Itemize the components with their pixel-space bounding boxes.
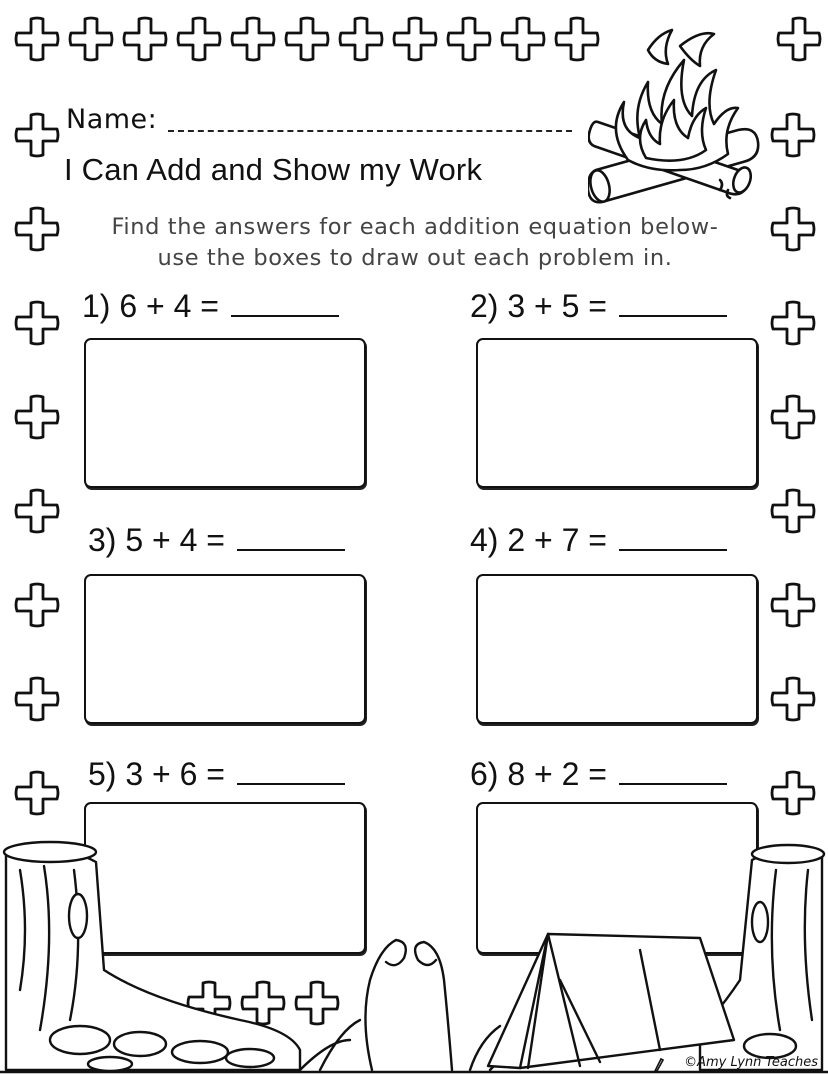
plus-icon bbox=[446, 16, 492, 62]
plus-icon bbox=[770, 394, 816, 440]
problem-4-equation: 4) 2 + 7 = bbox=[470, 522, 607, 558]
campfire-icon bbox=[588, 20, 768, 205]
name-label: Name: bbox=[66, 104, 158, 135]
plus-icon bbox=[500, 16, 546, 62]
plus-icon bbox=[14, 394, 60, 440]
camping-scene bbox=[0, 830, 828, 1074]
plus-icon bbox=[770, 582, 816, 628]
problem-4 bbox=[470, 522, 727, 559]
plus-icon bbox=[176, 16, 222, 62]
pencil-icon bbox=[652, 1056, 664, 1072]
plus-icon bbox=[776, 16, 822, 62]
plus-icon bbox=[392, 16, 438, 62]
problem-3 bbox=[88, 522, 345, 559]
plus-icon bbox=[14, 300, 60, 346]
plus-icon bbox=[770, 488, 816, 534]
plus-icon bbox=[230, 16, 276, 62]
plus-icon bbox=[14, 488, 60, 534]
problem-3-work-box[interactable] bbox=[84, 574, 366, 724]
problem-5-equation: 5) 3 + 6 = bbox=[88, 756, 225, 792]
problem-4-work-box[interactable] bbox=[476, 574, 758, 724]
problem-5-answer-blank[interactable] bbox=[237, 759, 345, 785]
instructions-line-1: Find the answers for each addition equation below- bbox=[111, 214, 719, 240]
problem-1-equation: 1) 6 + 4 = bbox=[82, 288, 219, 324]
plus-icon bbox=[14, 112, 60, 158]
problem-1-answer-blank[interactable] bbox=[231, 291, 339, 317]
problem-2-equation: 2) 3 + 5 = bbox=[470, 288, 607, 324]
problem-1-work-box[interactable] bbox=[84, 338, 366, 488]
plus-icon bbox=[338, 16, 384, 62]
problem-2-work-box[interactable] bbox=[476, 338, 758, 488]
plus-icon bbox=[770, 112, 816, 158]
tree-stump-icon bbox=[4, 842, 300, 1071]
copyright-text: ©Amy Lynn Teaches bbox=[684, 1055, 818, 1070]
plus-icon bbox=[770, 300, 816, 346]
problem-2-answer-blank[interactable] bbox=[619, 291, 727, 317]
fern-icon bbox=[300, 940, 520, 1070]
plus-icon bbox=[68, 16, 114, 62]
plus-icon bbox=[14, 582, 60, 628]
instructions bbox=[40, 212, 790, 274]
plus-icon bbox=[770, 676, 816, 722]
problem-6-equation: 6) 8 + 2 = bbox=[470, 756, 607, 792]
name-field[interactable] bbox=[168, 130, 572, 132]
problem-3-answer-blank[interactable] bbox=[237, 525, 345, 551]
problem-4-answer-blank[interactable] bbox=[619, 525, 727, 551]
problem-2 bbox=[470, 288, 727, 325]
plus-icon bbox=[14, 770, 60, 816]
plus-icon bbox=[14, 676, 60, 722]
problem-6-answer-blank[interactable] bbox=[619, 759, 727, 785]
problem-1 bbox=[82, 288, 339, 325]
plus-icon bbox=[14, 16, 60, 62]
problem-6 bbox=[470, 756, 727, 793]
page-title: I Can Add and Show my Work bbox=[64, 152, 483, 187]
plus-icon bbox=[284, 16, 330, 62]
instructions-line-2: use the boxes to draw out each problem in. bbox=[157, 245, 673, 271]
problem-3-equation: 3) 5 + 4 = bbox=[88, 522, 225, 558]
plus-icon bbox=[770, 770, 816, 816]
tent-icon bbox=[488, 934, 734, 1068]
problem-5 bbox=[88, 756, 345, 793]
plus-icon bbox=[122, 16, 168, 62]
